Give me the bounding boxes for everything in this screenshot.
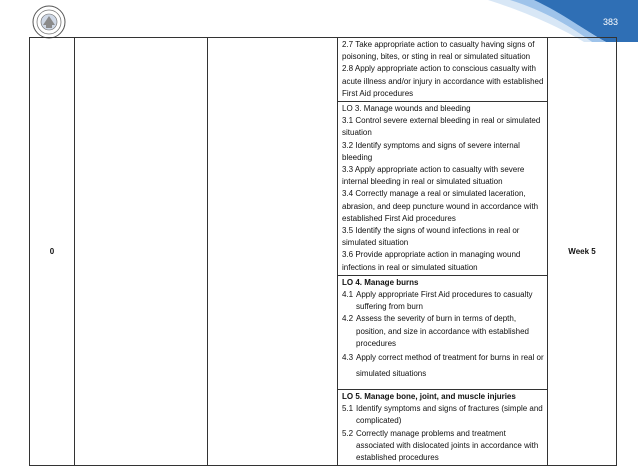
list-item: 3.5 Identify the signs of wound infections in real or simulated situation [342,226,520,248]
item-text: Identify symptoms and signs of fractures (simple and complicated) [356,404,543,426]
list-item: 3.3 Apply appropriate action to casualty with severe internal bleeding in real or simulated situation [342,165,525,187]
item-text: Correctly manage problems and treatment associated with dislocated joints in accordance with established procedures [356,428,539,463]
list-item: 3.6 Provide appropriate action in managing wound infections in real or simulated situation [342,250,521,272]
empty-cell [208,38,338,466]
item-text: Assess the severity of burn in terms of depth, position, and size in accordance with established procedures [356,314,529,348]
list-item: 2.7 Take appropriate action to casualty having signs of poisoning, bites, or sting in real or simulated situation [342,40,535,62]
item-number: 4.1 [342,290,354,300]
list-item: 3.2 Identify symptoms and signs of severe internal bleeding [342,140,520,162]
list-item: 3.1 Control severe external bleeding in real or simulated situation [342,116,541,138]
competency-table [29,37,617,466]
lo2-continuation-cell [338,38,548,102]
lo3-cell [338,102,548,276]
list-item [342,289,544,313]
list-item [342,403,544,427]
item-number: 4.2 [342,314,354,324]
item-text: Apply appropriate First Aid procedures to casualty suffering from burn [356,290,533,312]
list-item [342,428,544,465]
page-number: 383 [602,17,618,27]
item-number: 4.3 [342,353,354,363]
item-text: Apply correct method of treatment for burns in real or simulated situations [356,353,544,379]
list-item [342,350,544,388]
lo5-cell [338,390,548,466]
lo4-cell [338,275,548,389]
list-item [342,313,544,350]
item-number: 5.2 [342,428,354,438]
empty-cell [75,38,208,466]
row-label-cell: 0 [30,38,75,466]
table-row [30,38,617,102]
list-item: 2.8 Apply appropriate action to conscious casualty with acute illness and/or injury in accordance with established First Aid procedures [342,64,544,98]
deped-seal-icon [32,5,66,39]
list-item: 3.4 Correctly manage a real or simulated laceration, abrasion, and deep puncture wound in accordance with established First Aid procedures [342,189,539,223]
item-number: 5.1 [342,404,354,414]
lo5-title: LO 5. Manage bone, joint, and muscle injuries [342,392,516,402]
week-cell: Week 5 [548,38,617,466]
lo4-title: LO 4. Manage burns [342,277,419,287]
lo3-title: LO 3. Manage wounds and bleeding [342,104,471,114]
